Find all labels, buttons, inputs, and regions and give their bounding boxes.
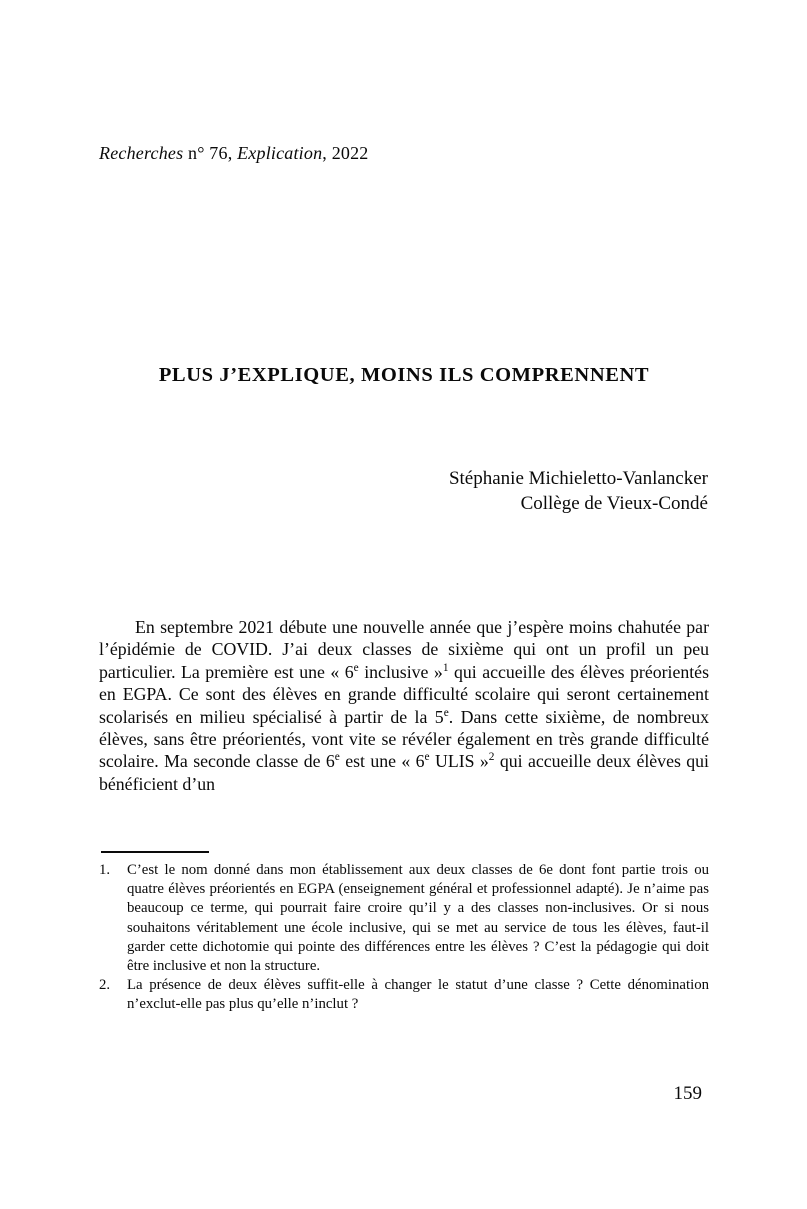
- footnote-number: 1.: [99, 862, 111, 878]
- author-block: [99, 466, 708, 516]
- running-head: Recherches n° 76, Explication, 2022: [99, 143, 369, 163]
- author-name: Stéphanie Michieletto-Vanlancker: [448, 468, 708, 489]
- author-affiliation: Collège de Vieux-Condé: [520, 493, 708, 514]
- footnote-2: [99, 976, 709, 1014]
- footnote-separator: [101, 851, 209, 853]
- article-title: PLUS J’EXPLIQUE, MOINS ILS COMPRENNENT: [158, 364, 650, 386]
- footnote-number: 2.: [99, 977, 111, 994]
- footnotes-section: [99, 861, 709, 1015]
- footnote-text: La présence de deux élèves suffit-elle à changer le statut d’une classe ? Cette dénomination n’exclut-elle pas plus qu’elle n’inclut ?: [127, 977, 709, 1013]
- footnote-1: [99, 861, 709, 976]
- footnote-text: C’est le nom donné dans mon établissement aux deux classes de 6e dont font partie trois ou quatre élèves préorientés en EGPA (enseignement général et professionnel adapté). Je n’aime pas beaucoup ce terme, qui pourrait faire croire qu’il y a des classes non-inclusives. Or si nous souhaitons véritablement une école inclusive, qui se met au service de tous les élèves, faut-il garder cette dichotomie qui pointe des différences entre les élèves ? C’est la pédagogie qui doit être inclusive et non la structure.: [127, 862, 709, 975]
- page-number: 159: [673, 1083, 702, 1104]
- body-paragraph: En septembre 2021 débute une nouvelle année que j’espère moins chahutée par l’épidémie de COVID. J’ai deux classes de sixième qui ont un profil un peu particulier. La première est une « 6e inclusive »$^1$ qui accueille des élèves préorientés en EGPA. Ce sont des élèves en grande difficulté scolaire qui seront certainement scolarisés en milieu spécialisé à partir de la 5e. Dans cette sixième, de nombreux élèves, sans être préorientés, vont vite se révéler également en très grande difficulté scolaire. Ma seconde classe de 6e est une « 6e ULIS »$^2$ qui accueille deux élèves qui bénéficient d’un: [99, 617, 709, 794]
